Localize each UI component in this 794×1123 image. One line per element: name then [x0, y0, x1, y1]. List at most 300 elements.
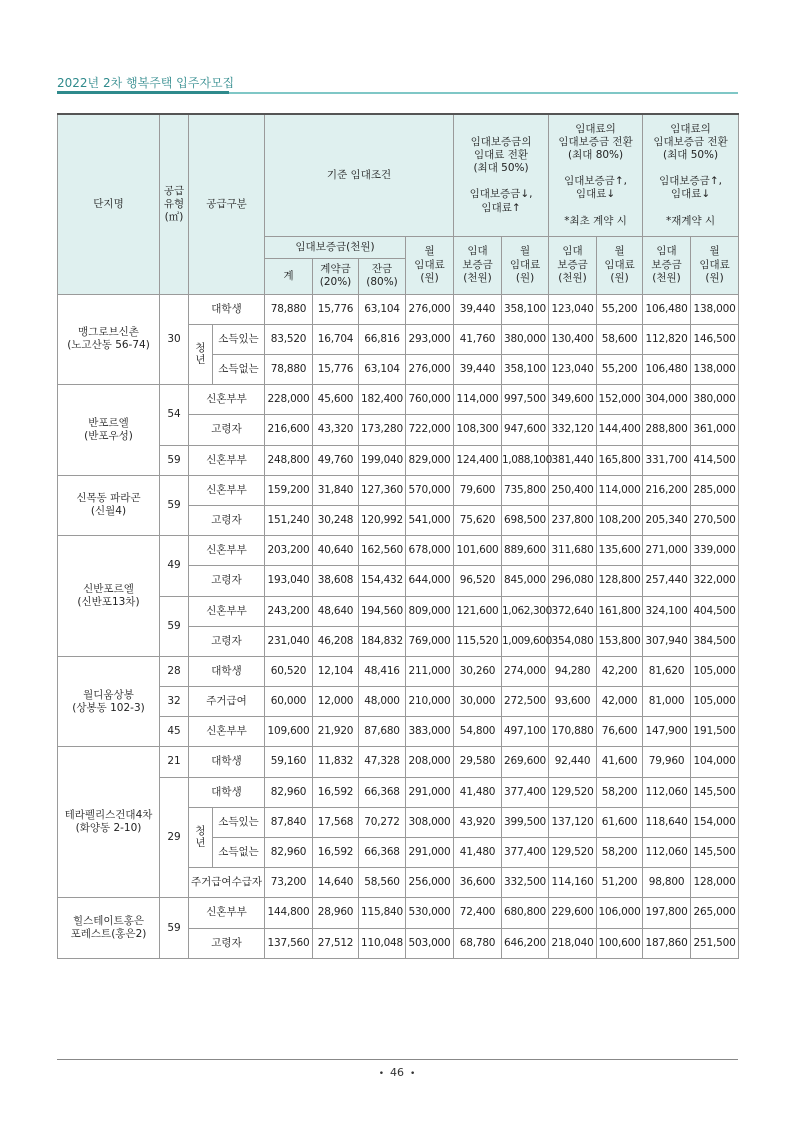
- youth-group-cell: [189, 807, 213, 867]
- value-cell: 127,360: [359, 475, 406, 505]
- value-cell: 497,100: [502, 717, 549, 747]
- value-cell: 55,200: [597, 294, 643, 324]
- value-cell: 307,940: [643, 626, 691, 656]
- value-cell: 105,000: [691, 656, 739, 686]
- value-cell: 332,120: [549, 415, 597, 445]
- value-cell: 28,960: [313, 898, 359, 928]
- supply-category-cell: 대학생: [189, 747, 265, 777]
- header-deposit-2: 임대 보증금 (천원): [549, 236, 597, 294]
- supply-type-cell: 59: [160, 596, 189, 656]
- value-cell: 324,100: [643, 596, 691, 626]
- value-cell: 112,060: [643, 777, 691, 807]
- value-cell: 43,320: [313, 415, 359, 445]
- header-supply-type: 공급 유형 (㎡): [160, 114, 189, 294]
- value-cell: 161,800: [597, 596, 643, 626]
- header-deposit-group: 임대보증금(천원): [265, 236, 406, 258]
- value-cell: 205,340: [643, 505, 691, 535]
- value-cell: 144,400: [597, 415, 643, 445]
- value-cell: 270,500: [691, 505, 739, 535]
- table-row: [58, 445, 739, 475]
- value-cell: 311,680: [549, 536, 597, 566]
- value-cell: 358,100: [502, 355, 549, 385]
- value-cell: 404,500: [691, 596, 739, 626]
- value-cell: 63,104: [359, 355, 406, 385]
- bullet-left: •: [378, 1069, 384, 1079]
- value-cell: 541,000: [406, 505, 454, 535]
- value-cell: 43,920: [454, 807, 502, 837]
- value-cell: 152,000: [597, 385, 643, 415]
- complex-name-cell: 월디움상봉 (상봉동 102-3): [58, 656, 160, 747]
- value-cell: 30,000: [454, 687, 502, 717]
- supply-type-cell: 29: [160, 777, 189, 898]
- value-cell: 237,800: [549, 505, 597, 535]
- value-cell: 229,600: [549, 898, 597, 928]
- value-cell: 530,000: [406, 898, 454, 928]
- complex-name-cell: 힐스테이트홍은 포레스트(홍은2): [58, 898, 160, 958]
- supply-category-cell: 주거급여수급자: [189, 868, 265, 898]
- value-cell: 889,600: [502, 536, 549, 566]
- value-cell: 114,000: [454, 385, 502, 415]
- supply-category-cell: 고령자: [189, 566, 265, 596]
- value-cell: 377,400: [502, 838, 549, 868]
- value-cell: 82,960: [265, 838, 313, 868]
- value-cell: 66,368: [359, 777, 406, 807]
- value-cell: 45,600: [313, 385, 359, 415]
- value-cell: 12,000: [313, 687, 359, 717]
- supply-type-cell: 30: [160, 294, 189, 385]
- value-cell: 115,520: [454, 626, 502, 656]
- value-cell: 101,600: [454, 536, 502, 566]
- value-cell: 173,280: [359, 415, 406, 445]
- table-row: [58, 475, 739, 505]
- value-cell: 36,600: [454, 868, 502, 898]
- value-cell: 106,000: [597, 898, 643, 928]
- value-cell: 123,040: [549, 294, 597, 324]
- supply-type-cell: 49: [160, 536, 189, 596]
- value-cell: 809,000: [406, 596, 454, 626]
- value-cell: 208,000: [406, 747, 454, 777]
- value-cell: 106,480: [643, 294, 691, 324]
- value-cell: 332,500: [502, 868, 549, 898]
- value-cell: 58,200: [597, 777, 643, 807]
- value-cell: 211,000: [406, 656, 454, 686]
- value-cell: 123,040: [549, 355, 597, 385]
- value-cell: 130,400: [549, 324, 597, 354]
- value-cell: 38,608: [313, 566, 359, 596]
- value-cell: 81,000: [643, 687, 691, 717]
- header-supply-category: 공급구분: [189, 114, 265, 294]
- value-cell: 383,000: [406, 717, 454, 747]
- value-cell: 120,992: [359, 505, 406, 535]
- supply-category-cell: 소득있는: [213, 324, 265, 354]
- supply-category-cell: 신혼부부: [189, 445, 265, 475]
- value-cell: 138,000: [691, 355, 739, 385]
- value-cell: 184,832: [359, 626, 406, 656]
- header-rent-to-deposit-initial: 임대료의 임대보증금 전환 (최대 80%) 임대보증금↑, 임대료↓ *최초 계약 시: [549, 114, 643, 236]
- value-cell: 274,000: [502, 656, 549, 686]
- value-cell: 16,704: [313, 324, 359, 354]
- value-cell: 276,000: [406, 355, 454, 385]
- table-row: [58, 656, 739, 686]
- value-cell: 197,800: [643, 898, 691, 928]
- value-cell: 39,440: [454, 294, 502, 324]
- value-cell: 108,300: [454, 415, 502, 445]
- value-cell: 216,200: [643, 475, 691, 505]
- value-cell: 55,200: [597, 355, 643, 385]
- value-cell: 248,800: [265, 445, 313, 475]
- header-rent-1: 월 임대료 (원): [502, 236, 549, 294]
- value-cell: 16,592: [313, 838, 359, 868]
- value-cell: 51,200: [597, 868, 643, 898]
- value-cell: 79,600: [454, 475, 502, 505]
- value-cell: 138,000: [691, 294, 739, 324]
- supply-type-cell: 59: [160, 898, 189, 958]
- value-cell: 170,880: [549, 717, 597, 747]
- header-total: 계: [265, 258, 313, 294]
- value-cell: 108,200: [597, 505, 643, 535]
- value-cell: 112,820: [643, 324, 691, 354]
- supply-category-cell: 신혼부부: [189, 536, 265, 566]
- value-cell: 722,000: [406, 415, 454, 445]
- value-cell: 377,400: [502, 777, 549, 807]
- header-complex-name: 단지명: [58, 114, 160, 294]
- value-cell: 182,400: [359, 385, 406, 415]
- value-cell: 30,248: [313, 505, 359, 535]
- value-cell: 354,080: [549, 626, 597, 656]
- value-cell: 293,000: [406, 324, 454, 354]
- header-base-rent-conditions: 기준 임대조건: [265, 114, 454, 236]
- value-cell: 210,000: [406, 687, 454, 717]
- value-cell: 114,160: [549, 868, 597, 898]
- value-cell: 380,000: [691, 385, 739, 415]
- value-cell: 256,000: [406, 868, 454, 898]
- value-cell: 48,416: [359, 656, 406, 686]
- table-body: [58, 294, 739, 958]
- value-cell: 216,600: [265, 415, 313, 445]
- value-cell: 372,640: [549, 596, 597, 626]
- value-cell: 154,000: [691, 807, 739, 837]
- value-cell: 63,104: [359, 294, 406, 324]
- value-cell: 129,520: [549, 777, 597, 807]
- value-cell: 78,880: [265, 294, 313, 324]
- value-cell: 128,000: [691, 868, 739, 898]
- value-cell: 250,400: [549, 475, 597, 505]
- value-cell: 110,048: [359, 928, 406, 958]
- value-cell: 322,000: [691, 566, 739, 596]
- value-cell: 48,000: [359, 687, 406, 717]
- value-cell: 381,440: [549, 445, 597, 475]
- supply-type-cell: 28: [160, 656, 189, 686]
- value-cell: 358,100: [502, 294, 549, 324]
- value-cell: 54,800: [454, 717, 502, 747]
- value-cell: 304,000: [643, 385, 691, 415]
- complex-name-cell: 테라펠리스건대4차 (화양동 2-10): [58, 747, 160, 898]
- supply-category-cell: 신혼부부: [189, 475, 265, 505]
- supply-category-cell: 신혼부부: [189, 596, 265, 626]
- value-cell: 17,568: [313, 807, 359, 837]
- value-cell: 14,640: [313, 868, 359, 898]
- value-cell: 41,760: [454, 324, 502, 354]
- value-cell: 94,280: [549, 656, 597, 686]
- value-cell: 735,800: [502, 475, 549, 505]
- youth-group-cell: [189, 324, 213, 384]
- value-cell: 58,560: [359, 868, 406, 898]
- bullet-right: •: [410, 1069, 416, 1079]
- youth-label: 청년: [195, 341, 206, 367]
- value-cell: 118,640: [643, 807, 691, 837]
- value-cell: 76,600: [597, 717, 643, 747]
- value-cell: 243,200: [265, 596, 313, 626]
- value-cell: 218,040: [549, 928, 597, 958]
- value-cell: 296,080: [549, 566, 597, 596]
- table-row: [58, 777, 739, 807]
- page-number: 46: [390, 1066, 404, 1079]
- value-cell: 93,600: [549, 687, 597, 717]
- value-cell: 58,600: [597, 324, 643, 354]
- value-cell: 106,480: [643, 355, 691, 385]
- value-cell: 82,960: [265, 777, 313, 807]
- value-cell: 380,000: [502, 324, 549, 354]
- value-cell: 146,500: [691, 324, 739, 354]
- value-cell: 414,500: [691, 445, 739, 475]
- value-cell: 760,000: [406, 385, 454, 415]
- value-cell: 58,200: [597, 838, 643, 868]
- value-cell: 349,600: [549, 385, 597, 415]
- supply-type-cell: 54: [160, 385, 189, 445]
- supply-category-cell: 고령자: [189, 626, 265, 656]
- value-cell: 285,000: [691, 475, 739, 505]
- header-contract-deposit: 계약금 (20%): [313, 258, 359, 294]
- value-cell: 845,000: [502, 566, 549, 596]
- value-cell: 1,062,300: [502, 596, 549, 626]
- value-cell: 16,592: [313, 777, 359, 807]
- value-cell: 680,800: [502, 898, 549, 928]
- value-cell: 96,520: [454, 566, 502, 596]
- table-row: [58, 596, 739, 626]
- supply-category-cell: 고령자: [189, 505, 265, 535]
- value-cell: 79,960: [643, 747, 691, 777]
- supply-category-cell: 신혼부부: [189, 385, 265, 415]
- value-cell: 271,000: [643, 536, 691, 566]
- value-cell: 27,512: [313, 928, 359, 958]
- value-cell: 272,500: [502, 687, 549, 717]
- value-cell: 104,000: [691, 747, 739, 777]
- value-cell: 81,620: [643, 656, 691, 686]
- value-cell: 66,368: [359, 838, 406, 868]
- table-row: [58, 898, 739, 928]
- complex-name-cell: 반포르엘 (반포우성): [58, 385, 160, 476]
- value-cell: 199,040: [359, 445, 406, 475]
- value-cell: 191,500: [691, 717, 739, 747]
- value-cell: 12,104: [313, 656, 359, 686]
- value-cell: 646,200: [502, 928, 549, 958]
- header-rent-3: 월 임대료 (원): [691, 236, 739, 294]
- value-cell: 46,208: [313, 626, 359, 656]
- supply-category-cell: 고령자: [189, 928, 265, 958]
- value-cell: 291,000: [406, 838, 454, 868]
- value-cell: 98,800: [643, 868, 691, 898]
- value-cell: 114,000: [597, 475, 643, 505]
- youth-label: 청년: [195, 824, 206, 850]
- value-cell: 15,776: [313, 355, 359, 385]
- value-cell: 41,480: [454, 838, 502, 868]
- value-cell: 42,000: [597, 687, 643, 717]
- value-cell: 11,832: [313, 747, 359, 777]
- value-cell: 193,040: [265, 566, 313, 596]
- supply-category-cell: 소득없는: [213, 838, 265, 868]
- value-cell: 144,800: [265, 898, 313, 928]
- header-rent-2: 월 임대료 (원): [597, 236, 643, 294]
- table-row: [58, 536, 739, 566]
- value-cell: 60,520: [265, 656, 313, 686]
- value-cell: 269,600: [502, 747, 549, 777]
- value-cell: 137,560: [265, 928, 313, 958]
- value-cell: 70,272: [359, 807, 406, 837]
- rent-conditions-table: [57, 113, 739, 959]
- value-cell: 61,600: [597, 807, 643, 837]
- value-cell: 29,580: [454, 747, 502, 777]
- value-cell: 135,600: [597, 536, 643, 566]
- header-rent-to-deposit-renewal: 임대료의 임대보증금 전환 (최대 50%) 임대보증금↑, 임대료↓ *재계약 시: [643, 114, 739, 236]
- value-cell: 570,000: [406, 475, 454, 505]
- value-cell: 1,009,600: [502, 626, 549, 656]
- header-monthly-rent: 월 임대료 (원): [406, 236, 454, 294]
- value-cell: 60,000: [265, 687, 313, 717]
- value-cell: 162,560: [359, 536, 406, 566]
- footer-divider: [57, 1059, 738, 1060]
- header-deposit-3: 임대 보증금 (천원): [643, 236, 691, 294]
- table-row: [58, 717, 739, 747]
- value-cell: 41,600: [597, 747, 643, 777]
- value-cell: 678,000: [406, 536, 454, 566]
- value-cell: 112,060: [643, 838, 691, 868]
- value-cell: 73,200: [265, 868, 313, 898]
- supply-category-cell: 소득없는: [213, 355, 265, 385]
- supply-category-cell: 고령자: [189, 415, 265, 445]
- value-cell: 257,440: [643, 566, 691, 596]
- supply-category-cell: 신혼부부: [189, 898, 265, 928]
- header-deposit-1: 임대 보증금 (천원): [454, 236, 502, 294]
- value-cell: 40,640: [313, 536, 359, 566]
- value-cell: 399,500: [502, 807, 549, 837]
- value-cell: 66,816: [359, 324, 406, 354]
- value-cell: 194,560: [359, 596, 406, 626]
- value-cell: 68,780: [454, 928, 502, 958]
- complex-name-cell: 신반포르엘 (신반포13차): [58, 536, 160, 657]
- value-cell: 15,776: [313, 294, 359, 324]
- value-cell: 105,000: [691, 687, 739, 717]
- supply-category-cell: 주거급여: [189, 687, 265, 717]
- table-row: [58, 294, 739, 324]
- value-cell: 145,500: [691, 777, 739, 807]
- page-number-footer: [0, 1066, 794, 1079]
- value-cell: 147,900: [643, 717, 691, 747]
- document-header-title: 2022년 2차 행복주택 입주자모집: [57, 76, 235, 90]
- value-cell: 145,500: [691, 838, 739, 868]
- value-cell: 698,500: [502, 505, 549, 535]
- value-cell: 265,000: [691, 898, 739, 928]
- value-cell: 92,440: [549, 747, 597, 777]
- supply-type-cell: 32: [160, 687, 189, 717]
- header-deposit-to-rent-conversion: 임대보증금의 임대료 전환 (최대 50%) 임대보증금↓, 임대료↑: [454, 114, 549, 236]
- value-cell: 128,800: [597, 566, 643, 596]
- supply-type-cell: 59: [160, 445, 189, 475]
- value-cell: 109,600: [265, 717, 313, 747]
- supply-category-cell: 대학생: [189, 294, 265, 324]
- value-cell: 39,440: [454, 355, 502, 385]
- value-cell: 829,000: [406, 445, 454, 475]
- value-cell: 165,800: [597, 445, 643, 475]
- value-cell: 72,400: [454, 898, 502, 928]
- value-cell: 159,200: [265, 475, 313, 505]
- value-cell: 203,200: [265, 536, 313, 566]
- value-cell: 503,000: [406, 928, 454, 958]
- value-cell: 48,640: [313, 596, 359, 626]
- header-balance: 잔금 (80%): [359, 258, 406, 294]
- value-cell: 231,040: [265, 626, 313, 656]
- value-cell: 187,860: [643, 928, 691, 958]
- supply-type-cell: 21: [160, 747, 189, 777]
- value-cell: 769,000: [406, 626, 454, 656]
- value-cell: 121,600: [454, 596, 502, 626]
- value-cell: 30,260: [454, 656, 502, 686]
- supply-category-cell: 대학생: [189, 656, 265, 686]
- supply-type-cell: 59: [160, 475, 189, 535]
- value-cell: 137,120: [549, 807, 597, 837]
- value-cell: 947,600: [502, 415, 549, 445]
- complex-name-cell: 맹그로브신촌 (노고산동 56-74): [58, 294, 160, 385]
- supply-category-cell: 신혼부부: [189, 717, 265, 747]
- table-row: [58, 747, 739, 777]
- value-cell: 154,432: [359, 566, 406, 596]
- value-cell: 115,840: [359, 898, 406, 928]
- value-cell: 75,620: [454, 505, 502, 535]
- value-cell: 47,328: [359, 747, 406, 777]
- value-cell: 151,240: [265, 505, 313, 535]
- value-cell: 997,500: [502, 385, 549, 415]
- value-cell: 31,840: [313, 475, 359, 505]
- value-cell: 124,400: [454, 445, 502, 475]
- value-cell: 1,088,100: [502, 445, 549, 475]
- supply-type-cell: 45: [160, 717, 189, 747]
- value-cell: 251,500: [691, 928, 739, 958]
- table-row: [58, 385, 739, 415]
- value-cell: 384,500: [691, 626, 739, 656]
- value-cell: 41,480: [454, 777, 502, 807]
- value-cell: 42,200: [597, 656, 643, 686]
- value-cell: 308,000: [406, 807, 454, 837]
- value-cell: 21,920: [313, 717, 359, 747]
- value-cell: 291,000: [406, 777, 454, 807]
- value-cell: 361,000: [691, 415, 739, 445]
- value-cell: 276,000: [406, 294, 454, 324]
- value-cell: 100,600: [597, 928, 643, 958]
- value-cell: 87,840: [265, 807, 313, 837]
- value-cell: 59,160: [265, 747, 313, 777]
- value-cell: 129,520: [549, 838, 597, 868]
- value-cell: 331,700: [643, 445, 691, 475]
- value-cell: 153,800: [597, 626, 643, 656]
- value-cell: 49,760: [313, 445, 359, 475]
- table-row: [58, 687, 739, 717]
- value-cell: 644,000: [406, 566, 454, 596]
- value-cell: 228,000: [265, 385, 313, 415]
- value-cell: 78,880: [265, 355, 313, 385]
- supply-category-cell: 대학생: [189, 777, 265, 807]
- complex-name-cell: 신목동 파라곤 (신월4): [58, 475, 160, 535]
- header-divider-accent: [57, 91, 229, 94]
- value-cell: 87,680: [359, 717, 406, 747]
